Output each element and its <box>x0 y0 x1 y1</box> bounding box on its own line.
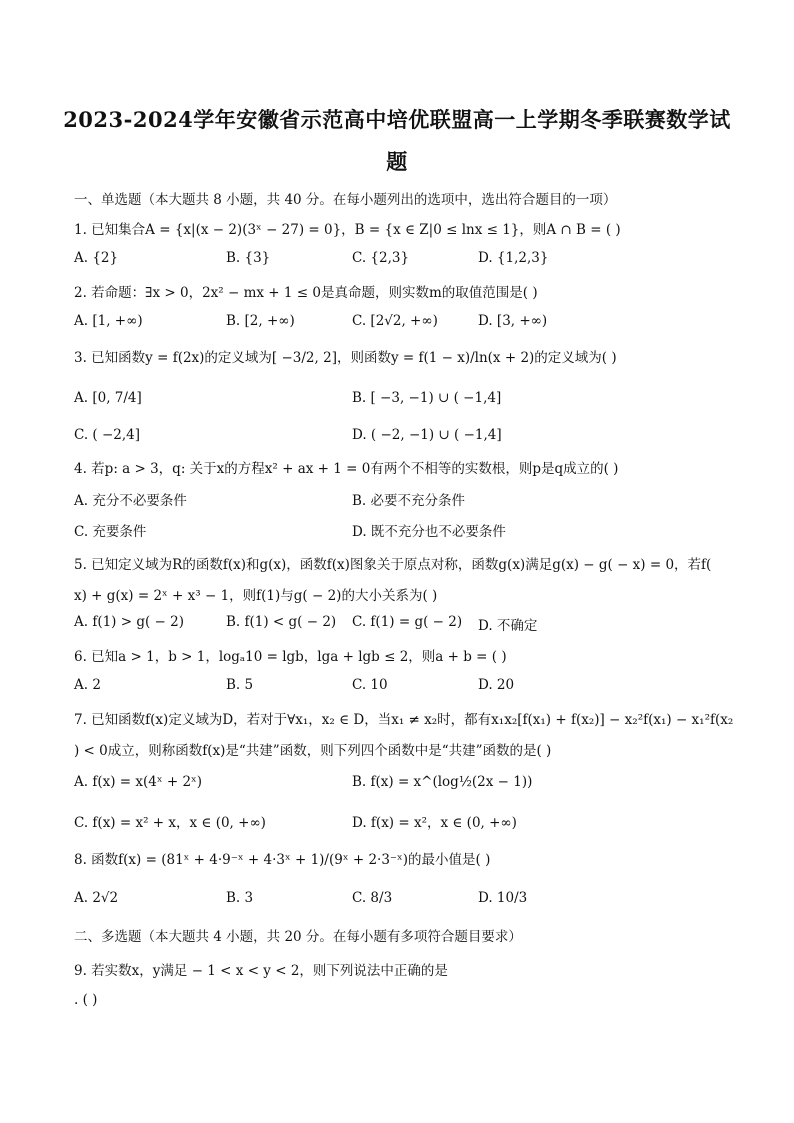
q2-option-b: B. [2, +∞) <box>226 313 295 329</box>
q5-option-c: C. f(1) = g( − 2) <box>352 614 463 630</box>
q1-option-a: A. {2} <box>74 250 119 266</box>
q5-option-a: A. f(1) > g( − 2) <box>74 614 185 630</box>
q6-option-d: D. 20 <box>478 677 515 693</box>
section-single-choice: 一、单选题（本大题共 8 小题，共 40 分。在每小题列出的选项中，选出符合题目的一项） <box>74 192 617 208</box>
q8-option-c: C. 8/3 <box>352 890 393 906</box>
q7-option-c: C. f(x) = x² + x，x ∈ (0, +∞) <box>74 815 266 831</box>
page-title-line2: 题 <box>386 149 408 174</box>
question-4: 4. 若p: a > 3，q: 关于x的方程x² + ax + 1 = 0有两个不相等的实数根，则p是q成立的( ) <box>74 461 619 477</box>
q1-option-c: C. {2,3} <box>352 250 410 266</box>
q4-option-a: A. 充分不必要条件 <box>74 493 187 509</box>
q7-option-b: B. f(x) = x^(log½(2x − 1)) <box>352 774 533 790</box>
question-2: 2. 若命题：∃x > 0，2x² − mx + 1 ≤ 0是真命题，则实数m的取值范围是( ) <box>74 285 538 301</box>
q6-option-a: A. 2 <box>74 677 101 693</box>
q5-option-b: B. f(1) < g( − 2) <box>226 614 337 630</box>
q7-option-a: A. f(x) = x(4ˣ + 2ˣ) <box>74 774 203 790</box>
q2-option-a: A. [1, +∞) <box>74 313 143 329</box>
q1-option-b: B. {3} <box>226 250 271 266</box>
q5-option-d: D. 不确定 <box>478 618 538 634</box>
q3-option-c: C. ( −2,4] <box>74 427 141 443</box>
q1-option-d: D. {1,2,3} <box>478 250 549 266</box>
question-6: 6. 已知a > 1，b > 1，logₐ10 = lgb，lga + lgb ≤ 2，则a + b = ( ) <box>74 649 507 665</box>
q3-option-a: A. [0, 7/4] <box>74 390 142 406</box>
question-1: 1. 已知集合A = {x|(x − 2)(3ˣ − 27) = 0}，B = {x ∈ Z|0 ≤ lnx ≤ 1}，则A ∩ B = ( ) <box>74 222 621 238</box>
question-9: 9. 若实数x，y满足 − 1 < x < y < 2，则下列说法中正确的是 <box>74 963 448 979</box>
question-3: 3. 已知函数y = f(2x)的定义域为[ −3/2, 2]，则函数y = f(1 − x)/ln(x + 2)的定义域为( ) <box>74 350 617 366</box>
question-9-bracket: . ( ) <box>74 992 98 1008</box>
q8-option-b: B. 3 <box>226 890 254 906</box>
q3-option-b: B. [ −3, −1) ∪ ( −1,4] <box>352 390 502 406</box>
q2-option-d: D. [3, +∞) <box>478 313 548 329</box>
page-title-line1: 2023-2024学年安徽省示范高中培优联盟高一上学期冬季联赛数学试 <box>63 107 731 132</box>
section-multiple-choice: 二、多选题（本大题共 4 小题，共 20 分。在每小题有多项符合题目要求） <box>74 929 522 945</box>
q4-option-c: C. 充要条件 <box>74 524 147 540</box>
q8-option-d: D. 10/3 <box>478 890 528 906</box>
question-5-line1: 5. 已知定义域为R的函数f(x)和g(x)，函数f(x)图象关于原点对称，函数g(x)满足g(x) − g( − x) = 0，若f( <box>74 557 712 573</box>
q3-option-d: D. ( −2, −1) ∪ ( −1,4] <box>352 427 502 443</box>
question-8: 8. 函数f(x) = (81ˣ + 4·9⁻ˣ + 4·3ˣ + 1)/(9ˣ + 2·3⁻ˣ)的最小值是( ) <box>74 852 491 868</box>
q6-option-b: B. 5 <box>226 677 254 693</box>
q8-option-a: A. 2√2 <box>74 890 119 906</box>
question-5-line2: x) + g(x) = 2ˣ + x³ − 1，则f(1)与g( − 2)的大小关系为( ) <box>74 588 438 604</box>
question-7-line1: 7. 已知函数f(x)定义域为D，若对于∀x₁，x₂ ∈ D，当x₁ ≠ x₂时，都有x₁x₂[f(x₁) + f(x₂)] − x₂²f(x₁) − x₁²f(x₂ <box>74 712 734 728</box>
q4-option-b: B. 必要不充分条件 <box>352 493 466 509</box>
q7-option-d: D. f(x) = x²，x ∈ (0, +∞) <box>352 815 517 831</box>
q6-option-c: C. 10 <box>352 677 388 693</box>
q2-option-c: C. [2√2, +∞) <box>352 313 438 329</box>
question-7-line2: ) < 0成立，则称函数f(x)是“共建”函数，则下列四个函数中是“共建”函数的是( ) <box>74 743 552 759</box>
q4-option-d: D. 既不充分也不必要条件 <box>352 524 506 540</box>
